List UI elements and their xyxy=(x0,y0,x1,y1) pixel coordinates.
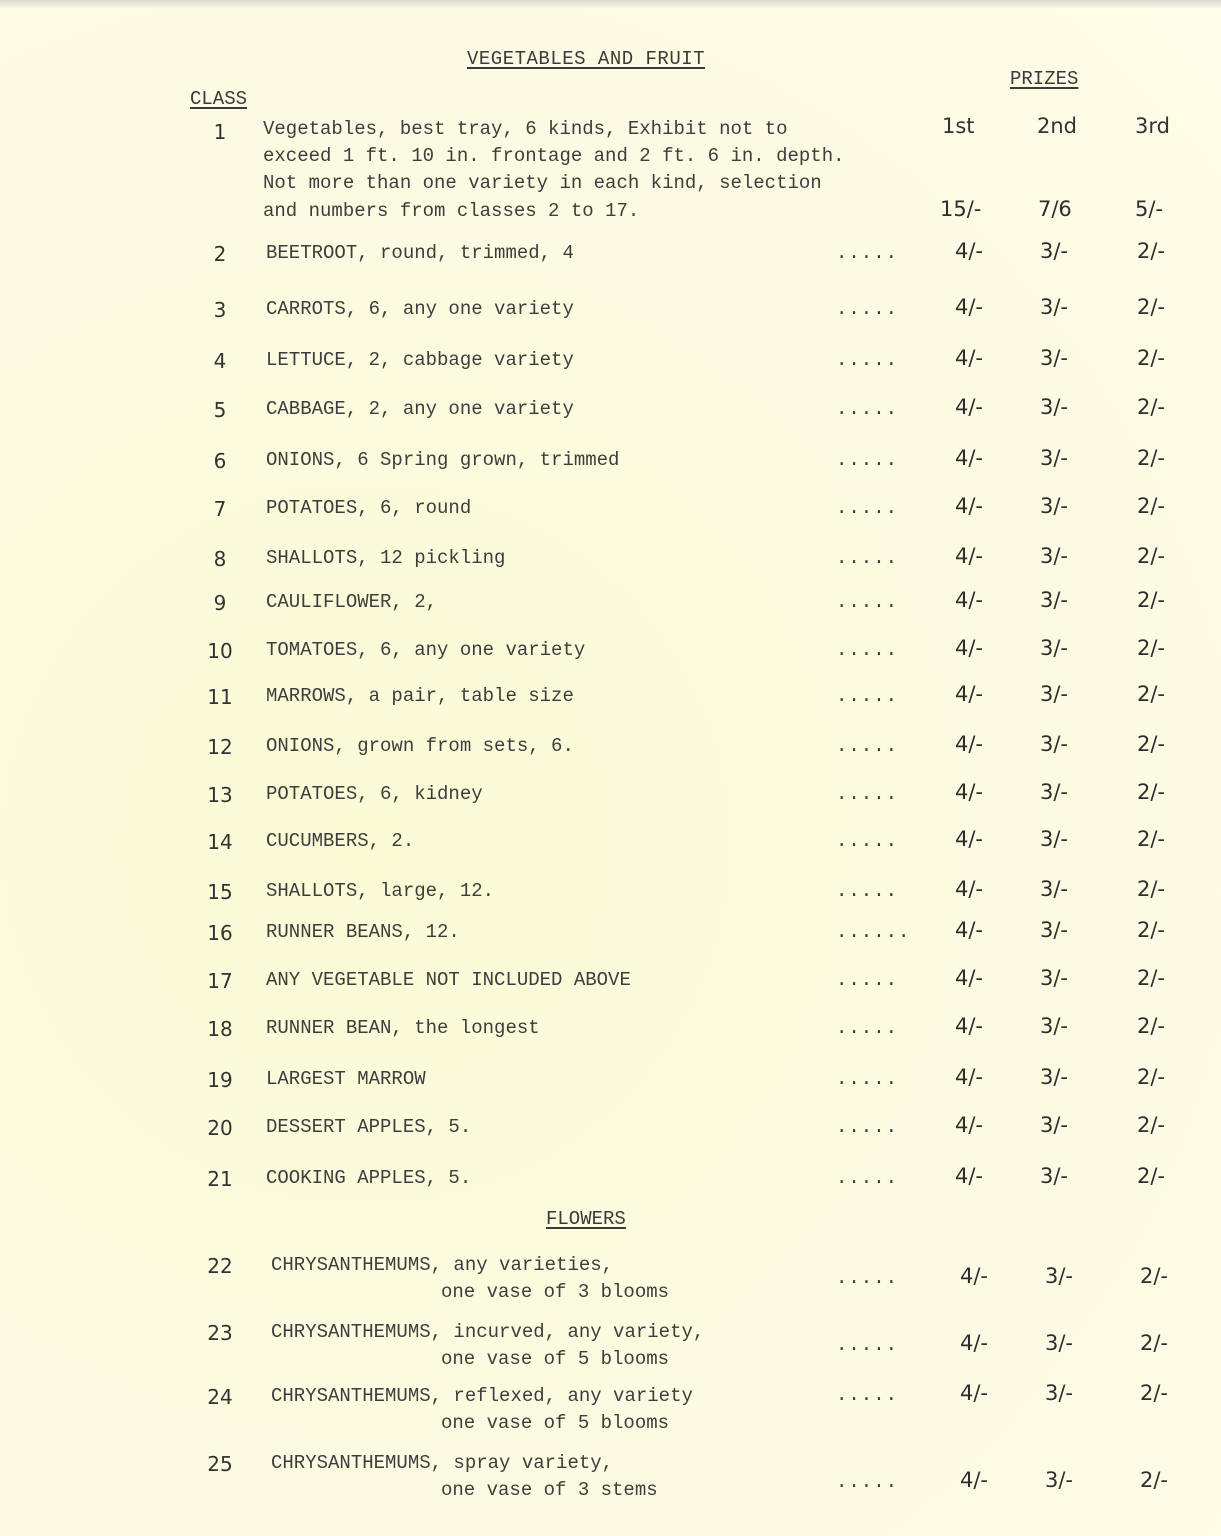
class-description: CARROTS, 6, any one variety xyxy=(266,298,574,320)
class-description: SHALLOTS, large, 12. xyxy=(266,880,495,902)
prize-2nd: 3/- xyxy=(1040,827,1069,851)
prize-1st: 4/- xyxy=(955,544,984,568)
prize-1st: 4/- xyxy=(955,346,984,370)
class-description: CHRYSANTHEMUMS, incurved, any variety, xyxy=(271,1321,705,1343)
prize-2nd: 3/- xyxy=(1040,966,1069,990)
prize-3rd: 5/- xyxy=(1135,197,1164,221)
prize-3rd: 2/- xyxy=(1137,494,1166,518)
prize-2nd: 3/- xyxy=(1040,877,1069,901)
leader-dots: ..... xyxy=(836,1267,899,1289)
leader-dots: ..... xyxy=(836,298,899,320)
prize-2nd: 3/- xyxy=(1040,1014,1069,1038)
class-number: 14 xyxy=(207,830,233,854)
prize-3rd: 2/- xyxy=(1140,1264,1169,1288)
class-description: CHRYSANTHEMUMS, reflexed, any variety xyxy=(271,1385,693,1407)
class-number: 16 xyxy=(207,921,233,945)
leader-dots: ..... xyxy=(836,1068,899,1090)
class-number: 10 xyxy=(207,639,233,663)
prize-header-3rd: 3rd xyxy=(1135,114,1170,138)
class-number: 3 xyxy=(213,298,227,322)
prize-2nd: 3/- xyxy=(1040,682,1069,706)
prize-3rd: 2/- xyxy=(1137,1065,1166,1089)
class-number: 22 xyxy=(207,1254,233,1278)
prize-2nd: 3/- xyxy=(1045,1331,1074,1355)
leader-dots: ..... xyxy=(836,880,899,902)
prize-3rd: 2/- xyxy=(1137,446,1166,470)
prize-3rd: 2/- xyxy=(1137,1164,1166,1188)
prize-1st: 4/- xyxy=(960,1264,989,1288)
class-number: 17 xyxy=(207,969,233,993)
class-number: 19 xyxy=(207,1068,233,1092)
leader-dots: ..... xyxy=(836,242,899,264)
prize-1st: 4/- xyxy=(955,877,984,901)
prize-3rd: 2/- xyxy=(1137,1113,1166,1137)
leader-dots: ..... xyxy=(836,349,899,371)
class-number: 4 xyxy=(213,349,227,373)
prize-3rd: 2/- xyxy=(1137,918,1166,942)
prize-2nd: 3/- xyxy=(1040,494,1069,518)
prize-3rd: 2/- xyxy=(1140,1468,1169,1492)
leader-dots: ..... xyxy=(836,830,899,852)
leader-dots: ..... xyxy=(836,783,899,805)
prize-3rd: 2/- xyxy=(1137,544,1166,568)
leader-dots: ..... xyxy=(836,639,899,661)
prize-header-1st: 1st xyxy=(942,114,975,138)
leader-dots: ..... xyxy=(836,398,899,420)
class-description: COOKING APPLES, 5. xyxy=(266,1167,472,1189)
class-number: 23 xyxy=(207,1321,233,1345)
class-description: SHALLOTS, 12 pickling xyxy=(266,547,506,569)
class-description-line2: one vase of 3 blooms xyxy=(441,1281,670,1303)
prize-2nd: 3/- xyxy=(1040,346,1069,370)
prize-2nd: 3/- xyxy=(1040,295,1069,319)
prize-1st: 4/- xyxy=(955,780,984,804)
leader-dots: ..... xyxy=(836,735,899,757)
class-number: 12 xyxy=(207,735,233,759)
prize-1st: 4/- xyxy=(955,918,984,942)
class-description-line2: one vase of 3 stems xyxy=(441,1479,658,1501)
prize-2nd: 3/- xyxy=(1040,732,1069,756)
prize-1st: 4/- xyxy=(955,1065,984,1089)
leader-dots: ..... xyxy=(836,1167,899,1189)
class-description: DESSERT APPLES, 5. xyxy=(266,1116,472,1138)
class-heading: CLASS xyxy=(190,88,248,110)
prize-2nd: 3/- xyxy=(1040,1065,1069,1089)
class-description: ONIONS, grown from sets, 6. xyxy=(266,735,574,757)
prize-3rd: 2/- xyxy=(1137,239,1166,263)
leader-dots: ..... xyxy=(836,685,899,707)
class-number: 8 xyxy=(213,547,227,571)
class-description: CHRYSANTHEMUMS, spray variety, xyxy=(271,1452,614,1474)
scan-edge xyxy=(0,0,1221,8)
prize-1st: 4/- xyxy=(955,395,984,419)
class-number: 9 xyxy=(213,591,227,615)
class-number: 25 xyxy=(207,1452,233,1476)
prize-2nd: 3/- xyxy=(1045,1381,1074,1405)
leader-dots: ..... xyxy=(836,497,899,519)
class-description-line2: one vase of 5 blooms xyxy=(441,1412,670,1434)
class-number: 21 xyxy=(207,1167,233,1191)
leader-dots: ..... xyxy=(836,1017,899,1039)
prize-1st: 4/- xyxy=(960,1331,989,1355)
prize-3rd: 2/- xyxy=(1140,1331,1169,1355)
prizes-heading: PRIZES xyxy=(1010,68,1079,90)
prize-3rd: 2/- xyxy=(1137,588,1166,612)
prize-1st: 4/- xyxy=(955,1113,984,1137)
class-description: LETTUCE, 2, cabbage variety xyxy=(266,349,574,371)
prize-3rd: 2/- xyxy=(1137,346,1166,370)
prize-2nd: 3/- xyxy=(1040,918,1069,942)
prize-1st: 15/- xyxy=(940,197,982,221)
prize-1st: 4/- xyxy=(955,682,984,706)
prize-3rd: 2/- xyxy=(1137,636,1166,660)
class-number: 15 xyxy=(207,880,233,904)
prize-3rd: 2/- xyxy=(1137,966,1166,990)
prize-1st: 4/- xyxy=(960,1381,989,1405)
class-description: ANY VEGETABLE NOT INCLUDED ABOVE xyxy=(266,969,631,991)
prize-3rd: 2/- xyxy=(1137,877,1166,901)
prize-1st: 4/- xyxy=(955,966,984,990)
class-number: 18 xyxy=(207,1017,233,1041)
prize-2nd: 3/- xyxy=(1040,1113,1069,1137)
class-description: CHRYSANTHEMUMS, any varieties, xyxy=(271,1254,614,1276)
class-description: RUNNER BEAN, the longest xyxy=(266,1017,540,1039)
class-number: 1 xyxy=(213,120,227,144)
prize-3rd: 2/- xyxy=(1137,827,1166,851)
leader-dots: ...... xyxy=(836,921,911,943)
class-number: 5 xyxy=(213,398,227,422)
prize-1st: 4/- xyxy=(955,1164,984,1188)
class-description: ONIONS, 6 Spring grown, trimmed xyxy=(266,449,620,471)
prize-3rd: 2/- xyxy=(1140,1381,1169,1405)
prize-2nd: 3/- xyxy=(1040,780,1069,804)
prize-3rd: 2/- xyxy=(1137,780,1166,804)
prize-2nd: 3/- xyxy=(1045,1264,1074,1288)
class-number: 11 xyxy=(207,685,233,709)
class-1-line: Not more than one variety in each kind, selection xyxy=(263,172,822,194)
prize-1st: 4/- xyxy=(955,295,984,319)
class-description: CABBAGE, 2, any one variety xyxy=(266,398,574,420)
prize-1st: 4/- xyxy=(955,827,984,851)
prize-1st: 4/- xyxy=(955,732,984,756)
class-description: BEETROOT, round, trimmed, 4 xyxy=(266,242,574,264)
leader-dots: ..... xyxy=(836,591,899,613)
leader-dots: ..... xyxy=(836,1116,899,1138)
class-number: 7 xyxy=(213,497,227,521)
prize-3rd: 2/- xyxy=(1137,1014,1166,1038)
prize-3rd: 2/- xyxy=(1137,395,1166,419)
prize-2nd: 3/- xyxy=(1045,1468,1074,1492)
prize-2nd: 7/6 xyxy=(1038,197,1072,221)
prize-3rd: 2/- xyxy=(1137,295,1166,319)
prize-2nd: 3/- xyxy=(1040,395,1069,419)
prize-3rd: 2/- xyxy=(1137,682,1166,706)
class-number: 13 xyxy=(207,783,233,807)
page-title: VEGETABLES AND FRUIT xyxy=(467,48,706,70)
class-description: CUCUMBERS, 2. xyxy=(266,830,415,852)
class-number: 20 xyxy=(207,1116,233,1140)
prize-1st: 4/- xyxy=(955,1014,984,1038)
class-1-line: Vegetables, best tray, 6 kinds, Exhibit not to xyxy=(263,118,788,140)
prize-2nd: 3/- xyxy=(1040,588,1069,612)
prize-2nd: 3/- xyxy=(1040,446,1069,470)
leader-dots: ..... xyxy=(836,449,899,471)
class-description: TOMATOES, 6, any one variety xyxy=(266,639,586,661)
class-description-line2: one vase of 5 blooms xyxy=(441,1348,670,1370)
prize-header-2nd: 2nd xyxy=(1037,114,1078,138)
class-description: LARGEST MARROW xyxy=(266,1068,426,1090)
class-description: RUNNER BEANS, 12. xyxy=(266,921,460,943)
class-description: POTATOES, 6, kidney xyxy=(266,783,483,805)
leader-dots: ..... xyxy=(836,1471,899,1493)
class-description: CAULIFLOWER, 2, xyxy=(266,591,438,613)
prize-1st: 4/- xyxy=(960,1468,989,1492)
prize-2nd: 3/- xyxy=(1040,544,1069,568)
prize-1st: 4/- xyxy=(955,588,984,612)
class-number: 2 xyxy=(213,242,227,266)
prize-1st: 4/- xyxy=(955,446,984,470)
class-1-line: and numbers from classes 2 to 17. xyxy=(263,200,640,222)
leader-dots: ..... xyxy=(836,1334,899,1356)
leader-dots: ..... xyxy=(836,969,899,991)
prize-1st: 4/- xyxy=(955,636,984,660)
class-1-line: exceed 1 ft. 10 in. frontage and 2 ft. 6 in. depth. xyxy=(263,145,845,167)
class-number: 6 xyxy=(213,449,227,473)
flowers-heading: FLOWERS xyxy=(546,1208,626,1230)
prize-2nd: 3/- xyxy=(1040,1164,1069,1188)
class-description: MARROWS, a pair, table size xyxy=(266,685,574,707)
class-number: 24 xyxy=(207,1385,233,1409)
prize-1st: 4/- xyxy=(955,239,984,263)
prize-2nd: 3/- xyxy=(1040,239,1069,263)
prize-1st: 4/- xyxy=(955,494,984,518)
class-description: POTATOES, 6, round xyxy=(266,497,472,519)
prize-2nd: 3/- xyxy=(1040,636,1069,660)
leader-dots: ..... xyxy=(836,547,899,569)
prize-3rd: 2/- xyxy=(1137,732,1166,756)
leader-dots: ..... xyxy=(836,1384,899,1406)
